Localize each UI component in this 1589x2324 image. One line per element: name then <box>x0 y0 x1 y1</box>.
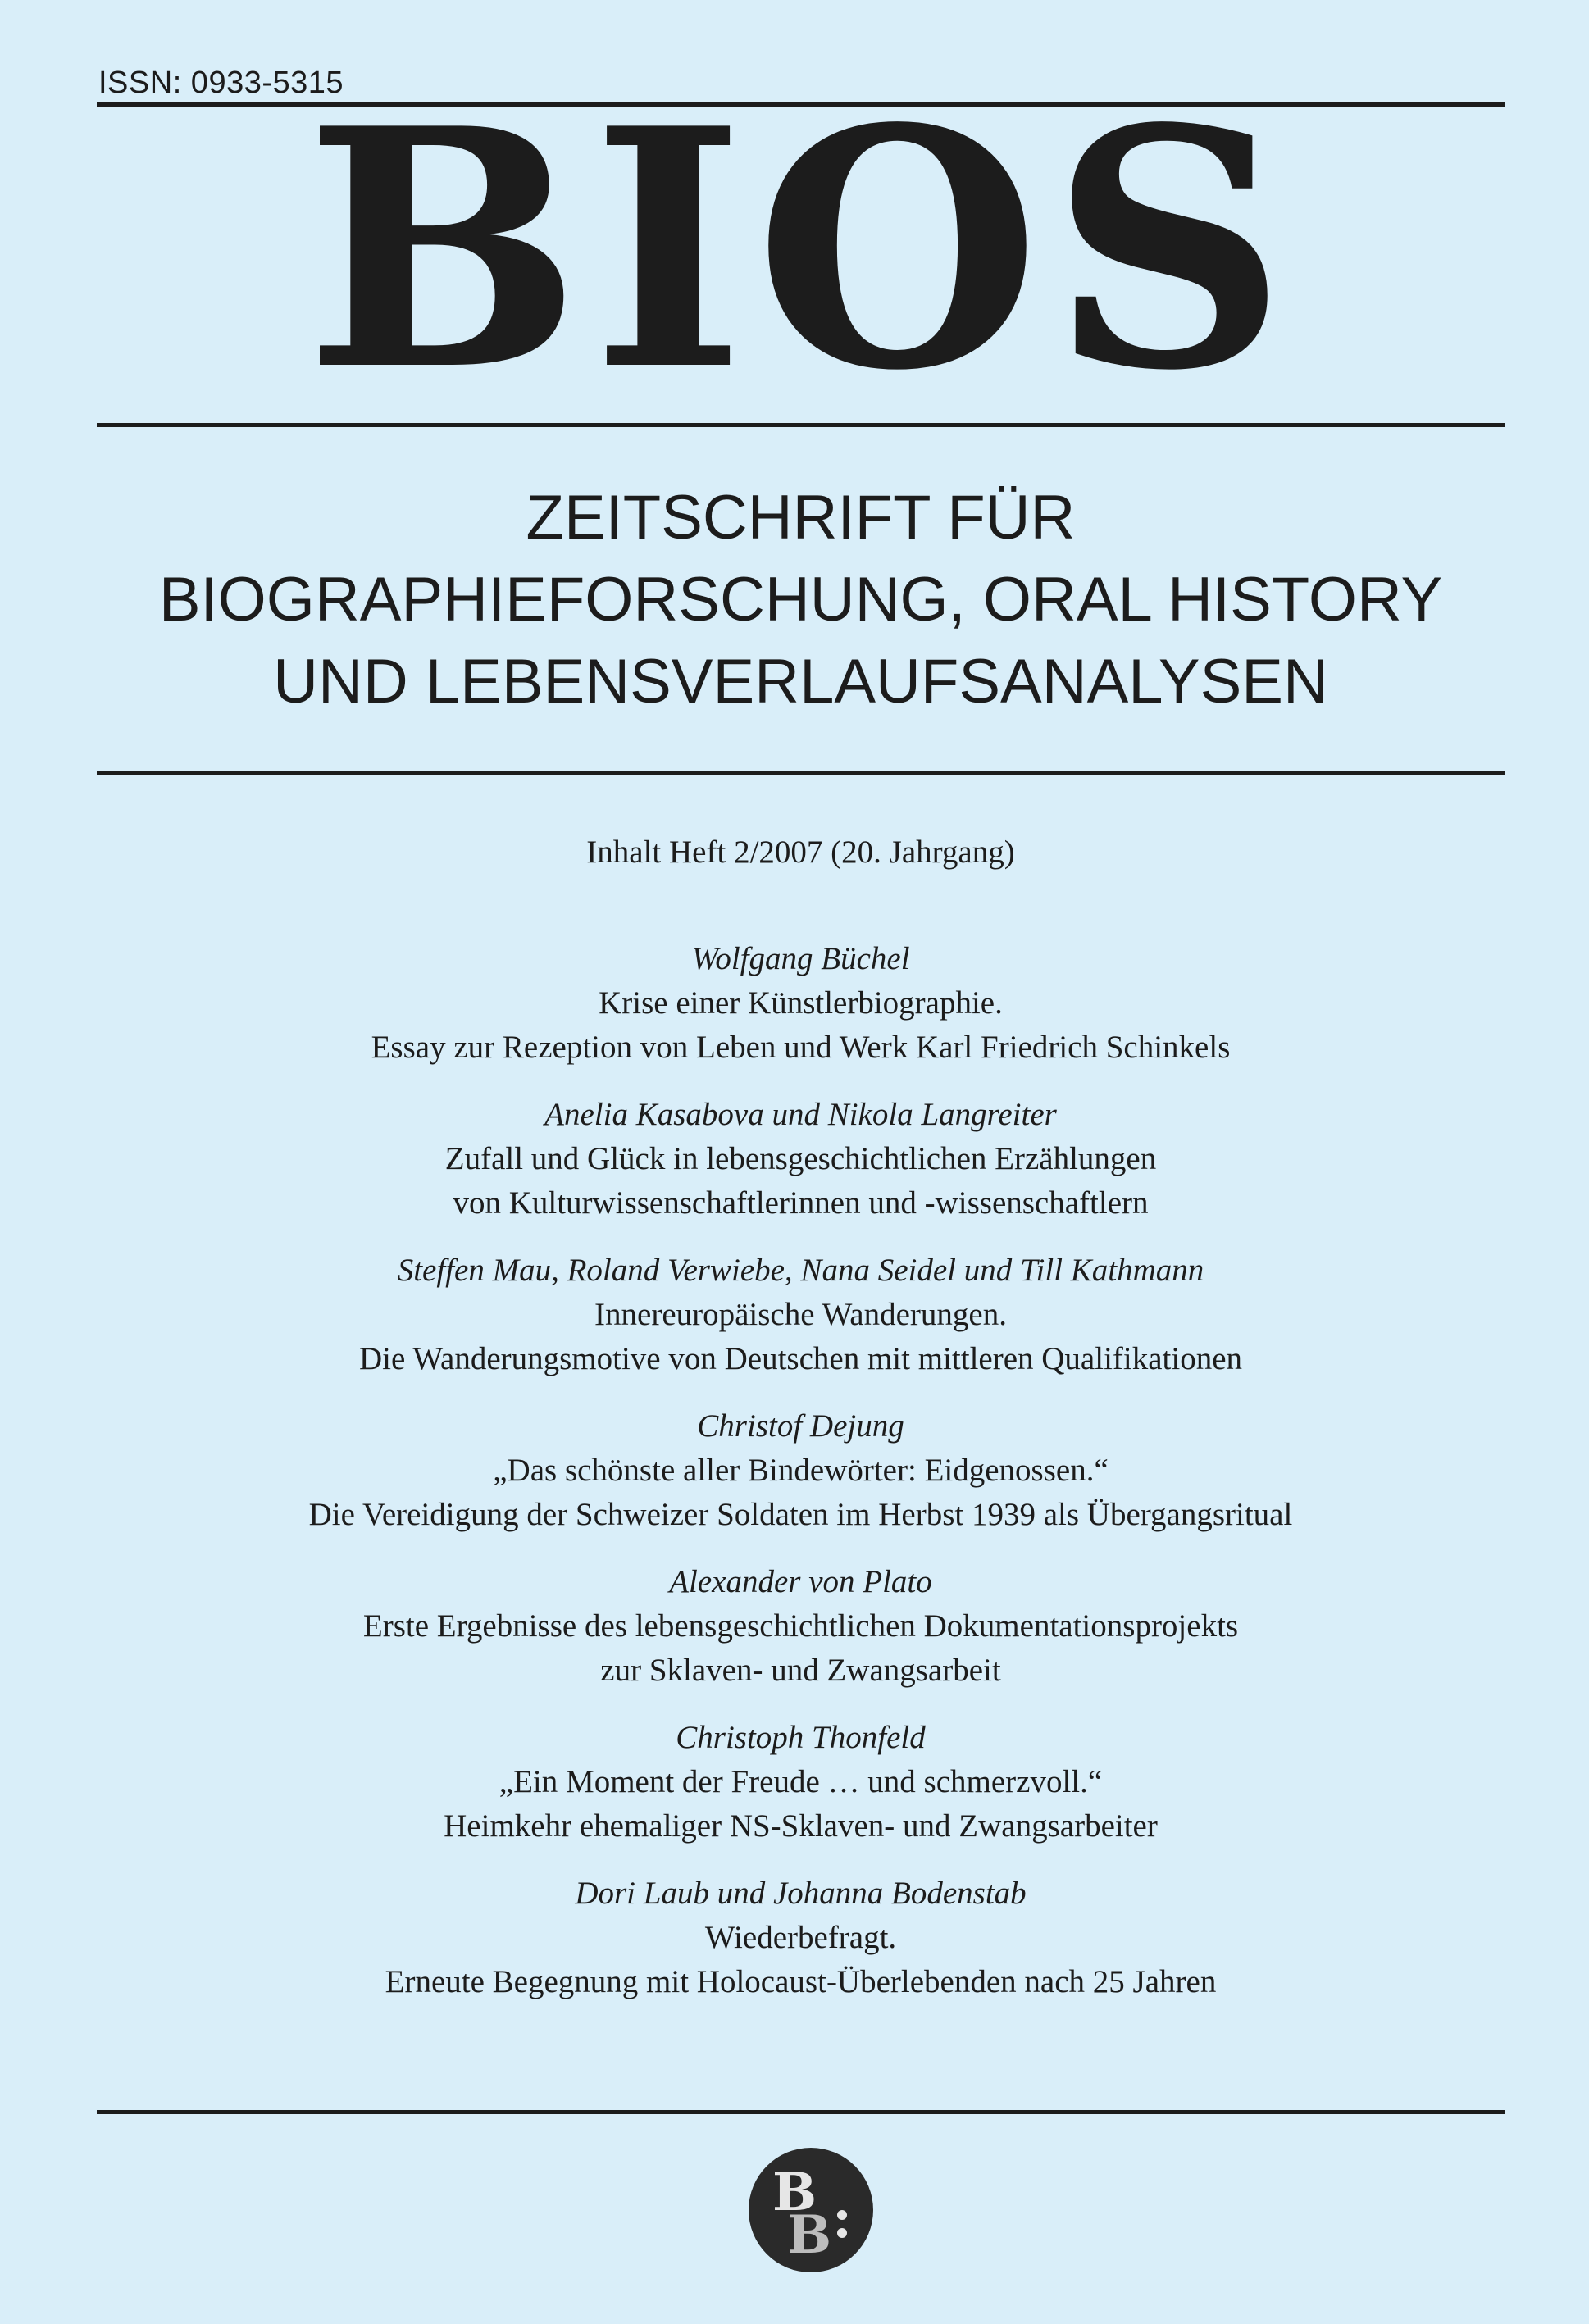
toc-title-line: Heimkehr ehemaliger NS-Sklaven- und Zwangsarbeiter <box>444 1808 1158 1844</box>
subtitle-divider <box>97 771 1505 775</box>
toc-title-line: „Das schönste aller Bindewörter: Eidgenossen.“ <box>493 1453 1109 1488</box>
publisher-logo-graphic <box>745 2144 876 2276</box>
toc-author: Christof Dejung <box>697 1408 904 1444</box>
toc-title-line: Innereuropäische Wanderungen. <box>594 1297 1007 1332</box>
toc-author: Steffen Mau, Roland Verwiebe, Nana Seidel und Till Kathmann <box>397 1253 1204 1288</box>
toc-entry <box>97 1404 1505 1537</box>
toc-title-line: „Ein Moment der Freude … und schmerzvoll.“ <box>499 1764 1103 1799</box>
toc-entry <box>97 1716 1505 1849</box>
bottom-divider <box>97 2110 1505 2114</box>
subtitle-line: BIOGRAPHIEFORSCHUNG, ORAL HISTORY <box>158 565 1443 634</box>
subtitle-line: ZEITSCHRIFT FÜR <box>526 483 1076 553</box>
issue-info: Inhalt Heft 2/2007 (20. Jahrgang) <box>586 835 1015 870</box>
toc-title-line: Erste Ergebnisse des lebensgeschichtlichen Dokumentationsprojekts <box>362 1608 1239 1644</box>
toc-title-line: von Kulturwissenschaftlerinnen und -wissenschaftlern <box>453 1185 1149 1221</box>
toc-author: Wolfgang Büchel <box>691 941 910 976</box>
toc-title-line: Die Vereidigung der Schweizer Soldaten im Herbst 1939 als Übergangsritual <box>308 1497 1293 1532</box>
toc-title-line: Die Wanderungsmotive von Deutschen mit mittleren Qualifikationen <box>358 1341 1243 1376</box>
toc-author: Anelia Kasabova und Nikola Langreiter <box>544 1097 1057 1132</box>
issn-label: ISSN: 0933-5315 <box>98 66 344 100</box>
toc-entry <box>97 937 1505 1070</box>
toc-title-line: zur Sklaven- und Zwangsarbeit <box>600 1653 1001 1688</box>
toc-title-line: Wiederbefragt. <box>704 1920 897 1955</box>
logo-letter-lower: B <box>786 2204 832 2266</box>
journal-title: BIOS <box>304 57 1297 443</box>
logo-dot-lower <box>837 2228 847 2238</box>
subtitle-line: UND LEBENSVERLAUFSANALYSEN <box>273 647 1328 716</box>
toc-title-line: Erneute Begegnung mit Holocaust-Überlebenden nach 25 Jahren <box>385 1964 1217 1999</box>
toc-entry <box>97 1560 1505 1693</box>
toc-title-line: Essay zur Rezeption von Leben und Werk Karl Friedrich Schinkels <box>371 1030 1231 1065</box>
toc-entry <box>97 1093 1505 1226</box>
journal-subtitle <box>97 477 1505 723</box>
logo-dot-upper <box>837 2210 847 2220</box>
toc-author: Christoph Thonfeld <box>676 1720 926 1755</box>
toc-entry <box>97 1871 1505 2004</box>
toc-author: Dori Laub und Johanna Bodenstab <box>575 1876 1027 1911</box>
toc-title-line: Zufall und Glück in lebensgeschichtlichen Erzählungen <box>444 1141 1157 1176</box>
toc-author: Alexander von Plato <box>669 1564 932 1599</box>
toc-title-line: Krise einer Künstlerbiographie. <box>599 985 1003 1021</box>
table-of-contents <box>97 937 1505 2027</box>
toc-entry <box>97 1248 1505 1381</box>
logo-letter-upper: B <box>772 2162 817 2223</box>
publisher-logo-icon <box>745 2144 876 2276</box>
masthead-divider <box>97 423 1505 427</box>
